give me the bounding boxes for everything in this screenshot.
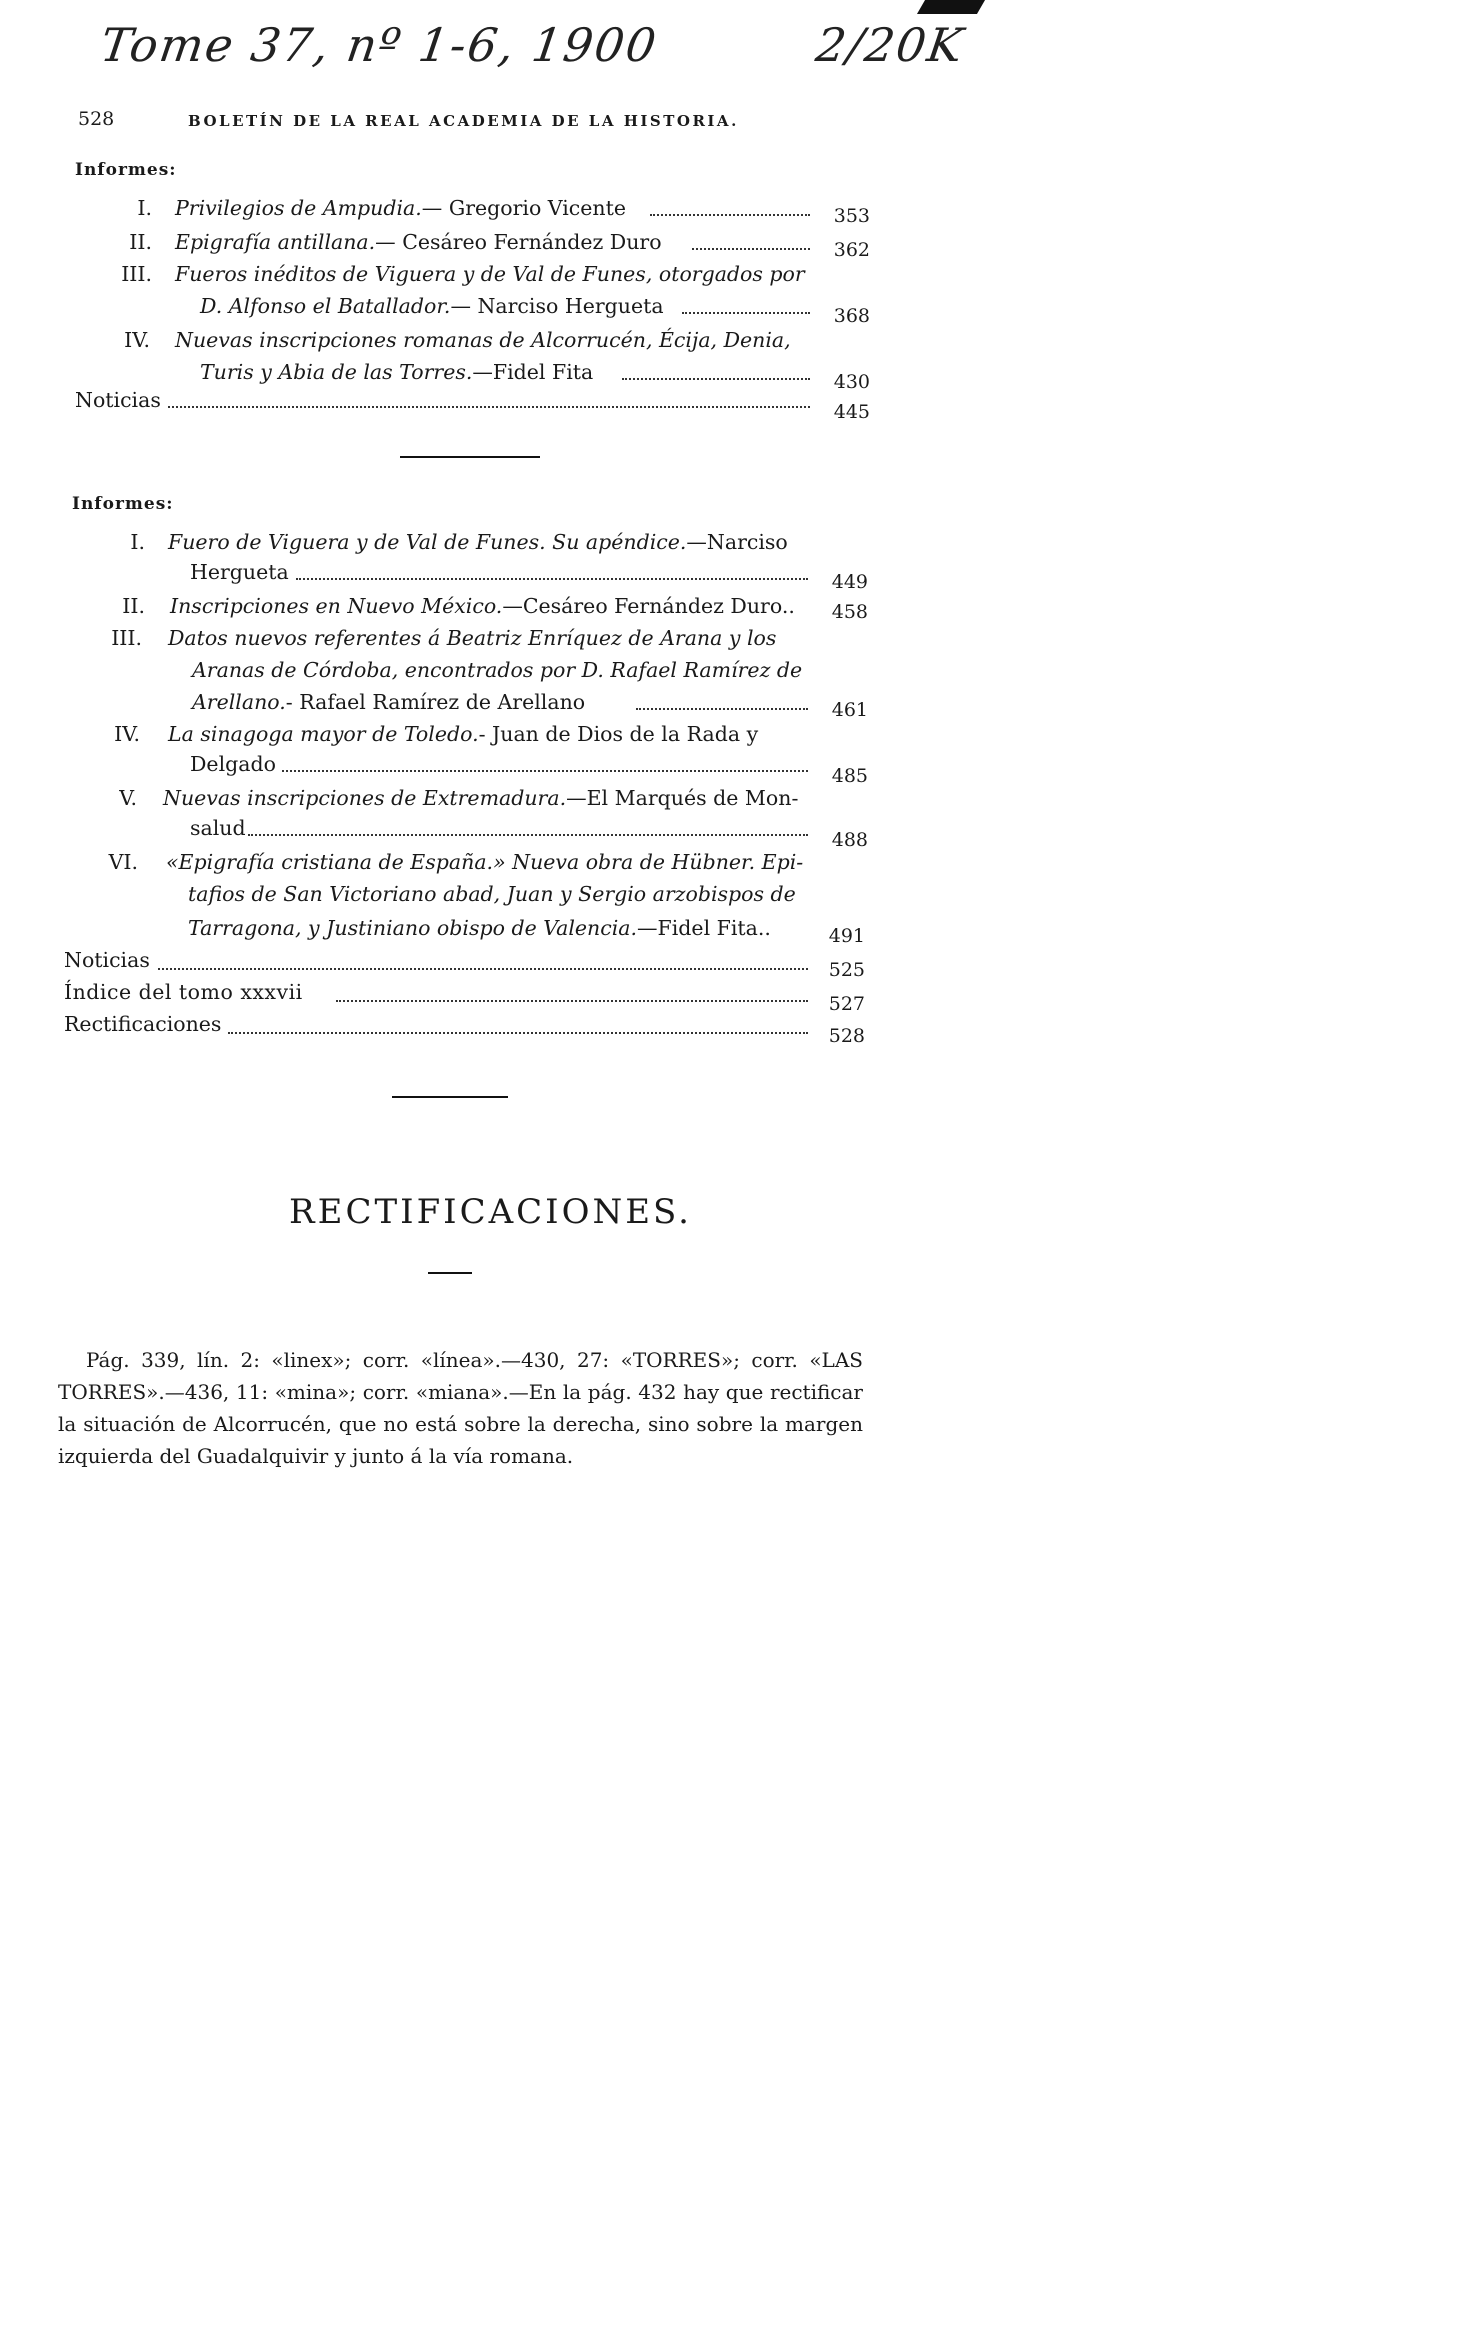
section-divider [392, 1096, 508, 1098]
entry-number: III. [121, 262, 152, 286]
entry-author: —El Marqués de Mon- [566, 786, 799, 810]
rectificaciones-title: RECTIFICACIONES. [289, 1192, 692, 1232]
entry-title: Datos nuevos referentes á Beatriz Enríquez de Arana y los [168, 626, 777, 650]
entry-title-cont: Turis y Abia de las Torres. [200, 360, 473, 384]
entry-label: Noticias [64, 948, 150, 972]
entry-number: II. [122, 594, 145, 618]
entry-page: 491 [828, 925, 865, 947]
dot-leader [296, 578, 808, 580]
entry-title: Inscripciones en Nuevo México. [170, 594, 503, 618]
entry-author: — Cesáreo Fernández Duro [375, 230, 662, 254]
entry-page: 368 [833, 305, 870, 327]
entry-author-cont: salud [190, 816, 246, 840]
entry-page: 488 [831, 829, 868, 851]
entry-number: II. [129, 230, 152, 254]
entry-author: — Gregorio Vicente [421, 196, 626, 220]
entry-number: VI. [108, 850, 138, 874]
page-number: 528 [78, 108, 115, 130]
entry-title: Privilegios de Ampudia. [175, 196, 422, 220]
entry-title-cont: tafios de San Victoriano abad, Juan y Sergio arzobispos de [188, 882, 796, 906]
document-page [0, 0, 981, 1565]
entry-page: 430 [833, 371, 870, 393]
entry-author: —Fidel Fita.. [637, 916, 771, 940]
dot-leader [636, 708, 808, 710]
dot-leader [682, 312, 810, 314]
entry-author: —Cesáreo Fernández Duro.. [502, 594, 795, 618]
entry-title: Nuevas inscripciones romanas de Alcorrucén, Écija, Denia, [175, 328, 791, 352]
entry-title: Nuevas inscripciones de Extremadura. [163, 786, 567, 810]
rectificaciones-text: Pág. 339, lín. 2: «linex»; corr. «línea».—430, 27: «TORRES»; corr. «LAS TORRES».—436, 11: «mina»; corr. «miana».—En la pág. 432 hay que rectificar la situación de Alcorrucén, que no está sobre la derecha, sino sobre la margen izquierda del Guadalquivir y junto á la vía romana. [58, 1348, 863, 1468]
entry-author: - Rafael Ramírez de Arellano [285, 690, 586, 714]
entry-label: Rectificaciones [64, 1012, 222, 1036]
entry-page: 362 [833, 239, 870, 261]
dot-leader [336, 1000, 808, 1002]
entry-page: 528 [828, 1025, 865, 1047]
title-divider [428, 1272, 472, 1274]
entry-page: 445 [833, 401, 870, 423]
dot-leader [650, 214, 810, 216]
entry-title: «Epigrafía cristiana de España.» Nueva obra de Hübner. Epi- [166, 850, 804, 874]
entry-label: Noticias [75, 388, 161, 412]
entry-title-cont: D. Alfonso el Batallador. [200, 294, 451, 318]
entry-title: Fueros inéditos de Viguera y de Val de Funes, otorgados por [175, 262, 805, 286]
dot-leader [168, 406, 810, 408]
entry-label: Índice del tomo xxxvii [64, 980, 303, 1004]
dot-leader [228, 1032, 808, 1034]
entry-title: La sinagoga mayor de Toledo. [168, 722, 479, 746]
entry-author-cont: Hergueta [190, 560, 289, 584]
entry-number: I. [130, 530, 145, 554]
entry-title-cont: Tarragona, y Justiniano obispo de Valencia. [188, 916, 638, 940]
entry-page: 449 [831, 571, 868, 593]
entry-page: 458 [831, 601, 868, 623]
entry-title: Epigrafía antillana. [175, 230, 376, 254]
entry-author: - Juan de Dios de la Rada y [478, 722, 759, 746]
section-divider [400, 456, 540, 458]
entry-author: — Narciso Hergueta [450, 294, 664, 318]
entry-number: IV. [114, 722, 140, 746]
running-header [78, 108, 861, 136]
handwritten-annotation [95, 18, 976, 88]
scan-smudge [917, 0, 985, 14]
entry-author: —Fidel Fita [472, 360, 594, 384]
dot-leader [158, 968, 808, 970]
entry-title: Fuero de Viguera y de Val de Funes. Su apéndice. [168, 530, 687, 554]
entry-author: —Narciso [686, 530, 788, 554]
entry-number: III. [111, 626, 142, 650]
entry-author-cont: Delgado [190, 752, 276, 776]
dot-leader [692, 248, 810, 250]
entry-number: IV. [124, 328, 150, 352]
section-heading: Informes: [72, 494, 174, 514]
entry-page: 461 [831, 699, 868, 721]
handwritten-code-note: 2/20K [812, 18, 968, 72]
entry-title-cont: Arellano. [192, 690, 286, 714]
entry-page: 353 [833, 205, 870, 227]
entry-page: 525 [828, 959, 865, 981]
entry-number: V. [119, 786, 137, 810]
dot-leader [248, 834, 808, 836]
journal-title: BOLETÍN DE LA REAL ACADEMIA DE LA HISTORIA. [188, 112, 739, 130]
section-heading: Informes: [75, 160, 177, 180]
entry-page: 485 [831, 765, 868, 787]
entry-title-cont: Aranas de Córdoba, encontrados por D. Rafael Ramírez de [192, 658, 803, 682]
dot-leader [282, 770, 808, 772]
entry-page: 527 [828, 993, 865, 1015]
dot-leader [622, 378, 810, 380]
handwritten-volume-note: Tome 37, nº 1-6, 1900 [97, 18, 662, 72]
entry-number: I. [137, 196, 152, 220]
